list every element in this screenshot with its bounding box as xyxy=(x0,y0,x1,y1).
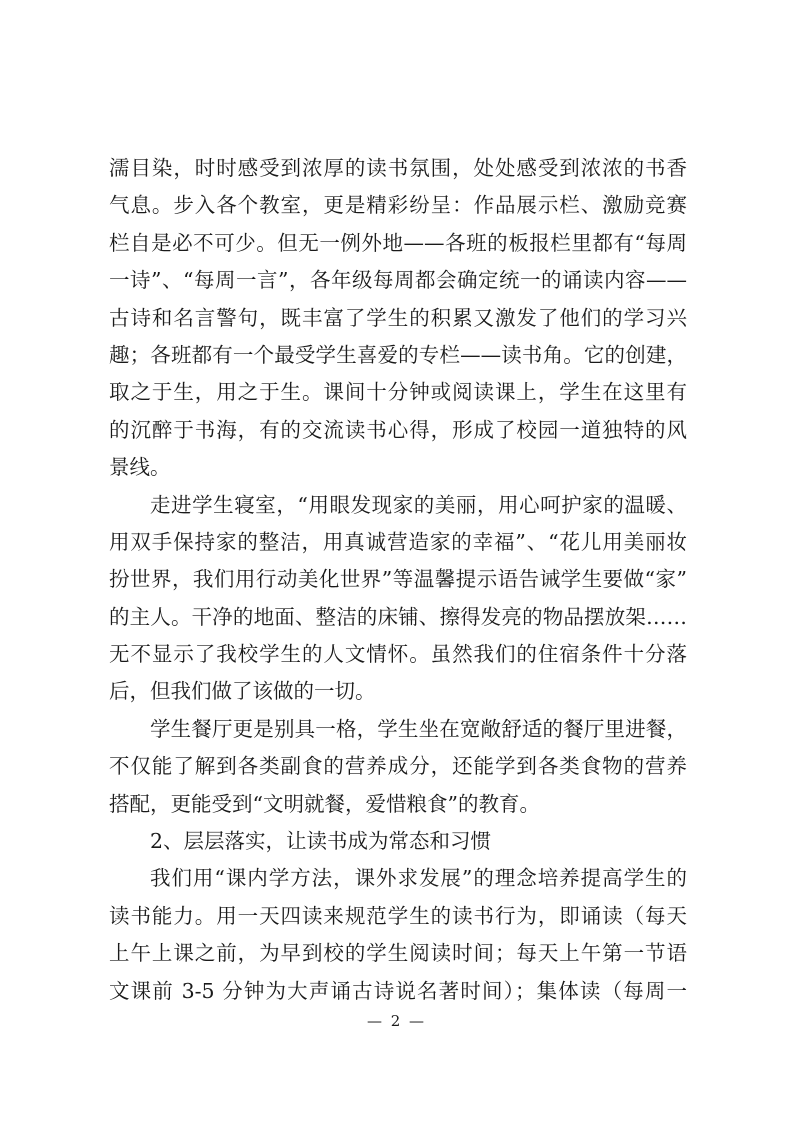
text-line: 扮世界，我们用行动美化世界”等温馨提示语告诫学生要做“家” xyxy=(109,567,687,592)
text-line: 一诗”、“每周一言”，各年级每周都会确定统一的诵读内容—— xyxy=(109,268,687,293)
text-line: 取之于生，用之于生。课间十分钟或阅读课上，学生在这里有 xyxy=(109,380,687,405)
text-line: 用双手保持家的整洁，用真诚营造家的幸福”、“花儿用美丽妆 xyxy=(109,529,687,554)
paragraph-dining-hall xyxy=(109,711,687,823)
text-line: 我们用“课内学方法，课外求发展”的理念培养提高学生的 xyxy=(150,866,687,891)
text-line: 景线。 xyxy=(109,455,171,480)
text-line: 的沉醉于书海，有的交流读书心得，形成了校园一道独特的风 xyxy=(109,417,687,442)
text-line: 无不显示了我校学生的人文情怀。虽然我们的住宿条件十分落 xyxy=(109,642,687,667)
text-line: 的主人。干净的地面、整洁的床铺、擦得发亮的物品摆放架…… xyxy=(109,604,687,629)
paragraph-dormitory xyxy=(109,487,687,711)
page-number: — 2 — xyxy=(366,1012,427,1030)
text-line: 走进学生寝室，“用眼发现家的美丽，用心呵护家的温暖、 xyxy=(150,492,687,517)
paragraph-reading-ability xyxy=(109,860,687,1010)
heading-text: 2、层层落实，让读书成为常态和习惯 xyxy=(150,829,492,854)
text-line: 后，但我们做了该做的一切。 xyxy=(109,679,376,704)
section-heading xyxy=(109,823,687,860)
text-line: 读书能力。用一天四读来规范学生的读书行为，即诵读（每天 xyxy=(109,903,687,928)
text-line: 上午上课之前，为早到校的学生阅读时间；每天上午第一节语 xyxy=(109,941,687,966)
text-line: 学生餐厅更是别具一格，学生坐在宽敞舒适的餐厅里进餐， xyxy=(150,716,687,741)
text-line: 古诗和名言警句，既丰富了学生的积累又激发了他们的学习兴 xyxy=(109,305,687,330)
text-line: 气息。步入各个教室，更是精彩纷呈：作品展示栏、激励竞赛 xyxy=(109,193,687,218)
text-line: 搭配，更能受到“文明就餐，爱惜粮食”的教育。 xyxy=(109,791,540,816)
text-line: 文课前 3-5 分钟为大声诵古诗说名著时间）；集体读（每周一 xyxy=(109,978,687,1003)
text-line: 濡目染，时时感受到浓厚的读书氛围，处处感受到浓浓的书香 xyxy=(109,156,687,180)
document-body xyxy=(109,150,687,1010)
text-line: 不仅能了解到各类副食的营养成分，还能学到各类食物的营养 xyxy=(109,754,687,779)
text-line: 栏自是必不可少。但无一例外地——各班的板报栏里都有“每周 xyxy=(109,230,687,255)
paragraph-reading-atmosphere xyxy=(109,150,687,487)
text-line: 趣；各班都有一个最受学生喜爱的专栏——读书角。它的创建， xyxy=(109,342,687,367)
